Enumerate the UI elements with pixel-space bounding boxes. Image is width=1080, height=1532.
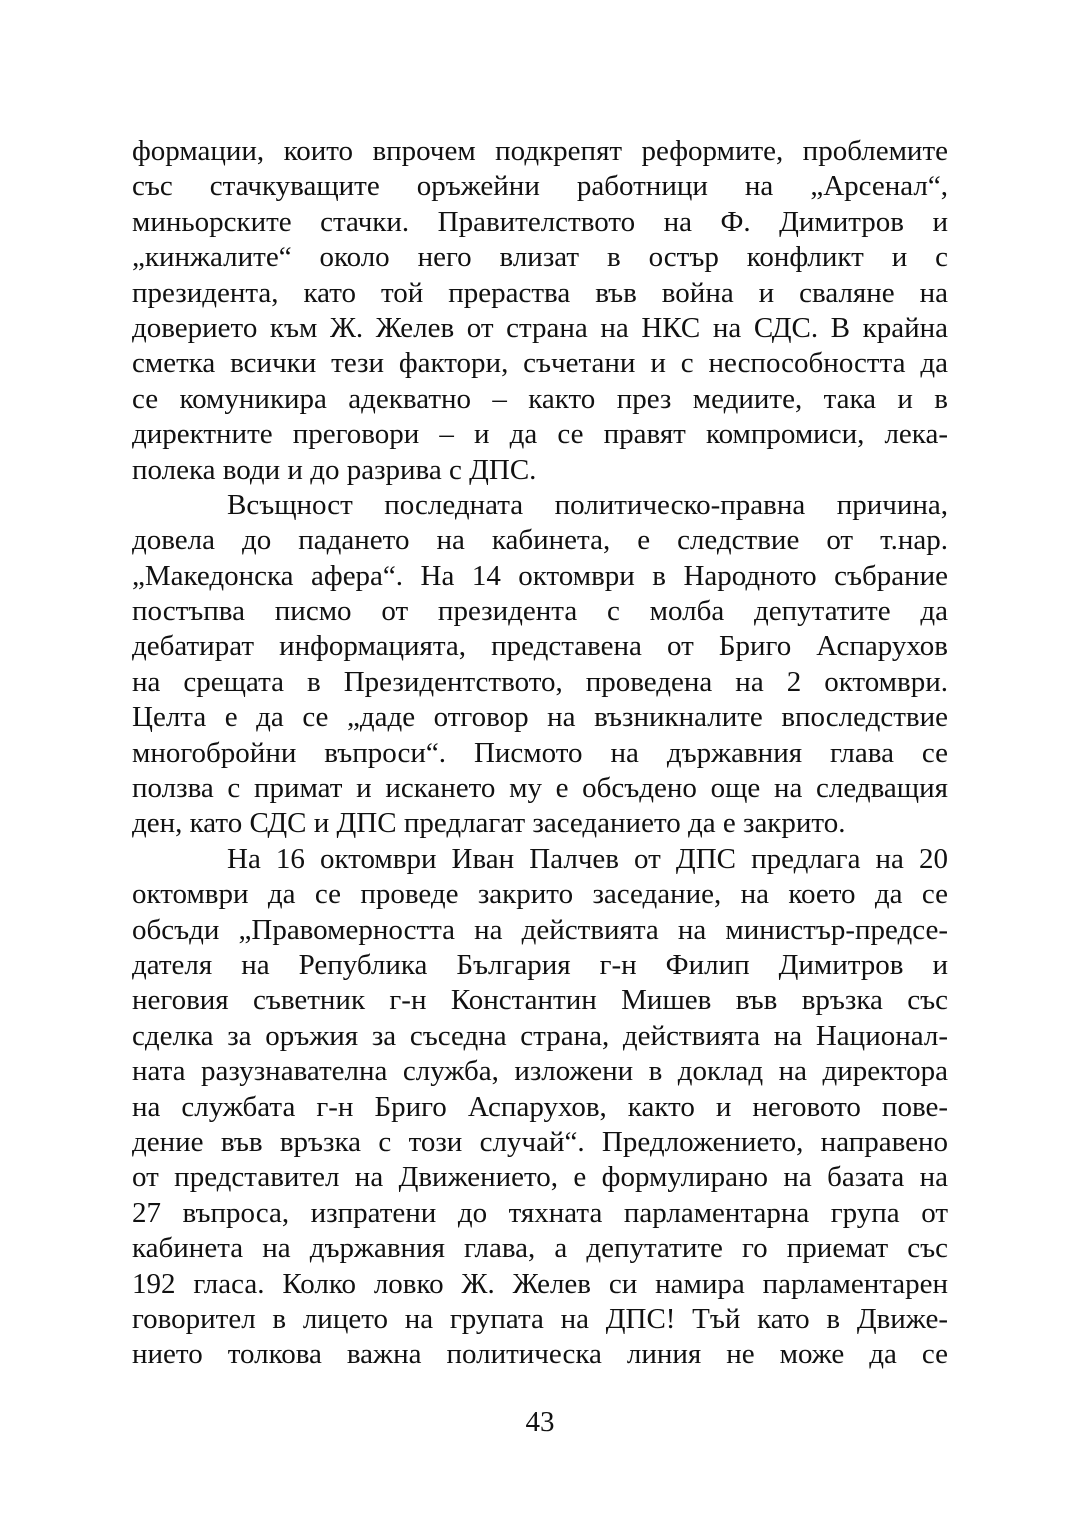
page-number: 43 [525, 1406, 555, 1438]
text-line: формации, които впрочем подкрепят реформите, проблемите [132, 135, 948, 167]
text-line: директните преговори – и да се правят компромиси, лека- [132, 418, 948, 451]
paragraph [132, 134, 948, 488]
text-line: Всъщност последната политическо-правна причина, [227, 488, 948, 521]
text-line: 27 въпроса, изпратени до тяхната парламентарна група от [132, 1196, 948, 1229]
text-line: полека води и до разрива с ДПС. [132, 453, 537, 486]
text-line: от представител на Движението, е формулирано на базата на [132, 1161, 948, 1194]
text-line: дение във връзка с този случай“. Предложението, направено [132, 1125, 948, 1158]
text-line: кабинета на държавния глава, а депутатите го приемат със [132, 1232, 948, 1265]
text-line: довела до падането на кабинета, е следствие от т.нар. [132, 524, 948, 557]
text-line: сметка всички тези фактори, съчетани и с неспособността да [132, 347, 948, 380]
text-line: ден, като СДС и ДПС предлагат заседанието да е закрито. [132, 807, 846, 840]
text-line: на срещата в Президентството, проведена на 2 октомври. [132, 665, 948, 698]
text-line: 192 гласа. Колко ловко Ж. Желев си намира парламентарен [132, 1267, 948, 1300]
text-line: На 16 октомври Иван Палчев от ДПС предлага на 20 [227, 842, 948, 875]
text-line: октомври да се проведе закрито заседание, на което да се [132, 878, 948, 911]
text-line: се комуникира адекватно – както през медиите, така и в [132, 382, 948, 415]
text-line: говорител в лицето на групата на ДПС! Тъй като в Движе- [132, 1302, 948, 1335]
text-line: дателя на Република България г-н Филип Димитров и [132, 948, 948, 981]
text-line: ната разузнавателна служба, изложени в доклад на директора [132, 1055, 948, 1088]
text-line: Целта е да се „даде отговор на възникналите впоследствие [132, 701, 948, 734]
text-line: обсъди „Правомерността на действията на министър-предсе- [132, 913, 948, 946]
text-line: ползва с примат и искането му е обсъдено още на следващия [132, 772, 948, 805]
text-line: на службата г-н Бриго Аспарухов, както и неговото пове- [132, 1090, 948, 1123]
text-line: миньорските стачки. Правителството на Ф. Димитров и [132, 205, 948, 238]
text-line: президента, като той прераства във война и сваляне на [132, 276, 948, 309]
text-line: „Македонска афера“. На 14 октомври в Народното събрание [132, 559, 948, 592]
text-line: сделка за оръжия за съседна страна, действията на Национал- [132, 1019, 948, 1052]
text-line: със стачкуващите оръжейни работници на „Арсенал“, [132, 170, 948, 203]
paragraph [132, 842, 948, 1373]
text-line: постъпва писмо от президента с молба депутатите да [132, 595, 948, 628]
text-line: доверието към Ж. Желев от страна на НКС на СДС. В крайна [132, 311, 948, 344]
text-line: многобройни въпроси“. Писмото на държавния глава се [132, 736, 948, 769]
paragraph [132, 488, 948, 842]
body-text [132, 134, 948, 1373]
text-line: нието толкова важна политическа линия не може да се [132, 1338, 948, 1371]
text-line: дебатират информацията, представена от Бриго Аспарухов [132, 630, 948, 663]
text-line: неговия съветник г-н Константин Мишев във връзка със [132, 984, 948, 1017]
text-line: „кинжалите“ около него влизат в остър конфликт и с [132, 241, 948, 274]
